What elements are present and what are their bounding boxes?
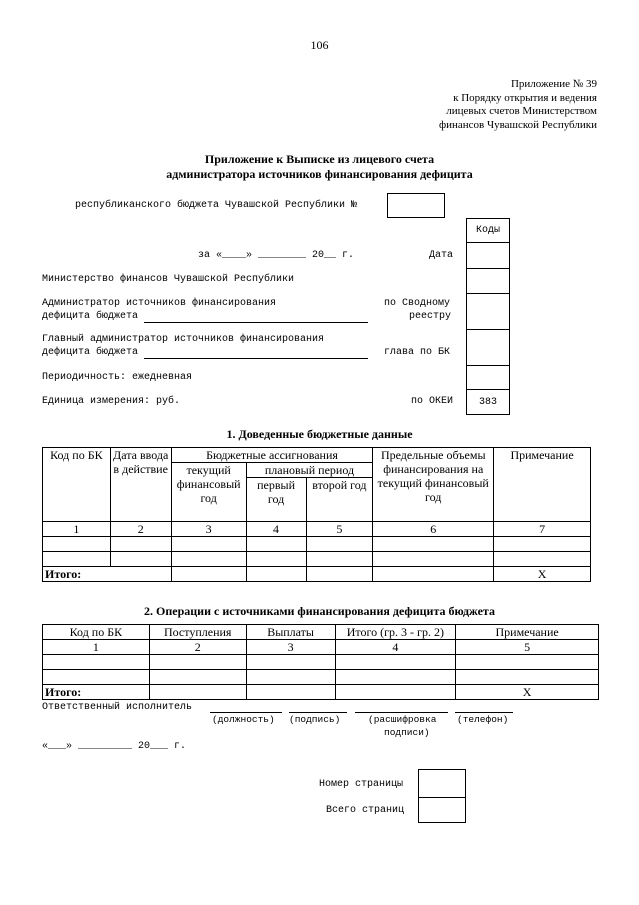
appendix-line-4: финансов Чувашской Республики: [438, 118, 597, 131]
budget-data-table: [42, 447, 591, 582]
unit: Единица измерения: руб.: [42, 396, 181, 407]
total-label: Итого:: [43, 567, 172, 582]
section2-title: 2. Операции с источниками финансирования дефицита бюджета: [144, 604, 495, 618]
appendix-line-2: к Порядку открытия и ведения: [453, 91, 597, 104]
okei-code: 383: [478, 397, 497, 408]
h-first-year: первый год: [246, 478, 306, 522]
glava-label: глава по БК: [384, 347, 451, 358]
num-cell: 5: [456, 640, 599, 655]
position-caption: (должность): [212, 714, 275, 725]
decode-caption-2: подписи): [384, 727, 430, 738]
phone-caption: (телефон): [457, 714, 509, 725]
codes-header: Коды: [475, 225, 500, 236]
num-cell: 7: [494, 522, 591, 537]
table-row: [43, 655, 599, 670]
periodicity: Периодичность: ежедневная: [42, 372, 193, 383]
op-h-payments: Выплаты: [246, 625, 335, 640]
h-current-year: текущий финансовый год: [171, 463, 246, 522]
budget-line: республиканского бюджета Чувашской Республики №: [75, 200, 358, 211]
h-code: Код по БК: [43, 448, 111, 522]
h-date: Дата ввода в действие: [110, 448, 171, 522]
op-total-label: Итого:: [43, 685, 150, 700]
table-row: [43, 670, 599, 685]
page-number-label: Номер страницы: [319, 779, 404, 790]
title-line-2: администратора источников финансирования дефицита: [166, 167, 473, 181]
responsible-label: Ответственный исполнитель: [42, 702, 193, 713]
operations-table: [42, 624, 599, 700]
op-h-note: Примечание: [456, 625, 599, 640]
num-cell: 2: [110, 522, 171, 537]
administrator-line-2: дефицита бюджета: [42, 311, 368, 323]
num-cell: 2: [149, 640, 246, 655]
num-cell: 3: [171, 522, 246, 537]
num-cell: 4: [246, 522, 306, 537]
appendix-line-1: Приложение № 39: [510, 78, 597, 90]
chief-admin-line-1: Главный администратор источников финансирования: [42, 334, 325, 345]
appendix-note: [439, 78, 597, 132]
sign-caption: (подпись): [289, 714, 341, 725]
ministry: Министерство финансов Чувашской Республики: [42, 274, 295, 285]
num-cell: 1: [43, 522, 111, 537]
num-cell: 3: [246, 640, 335, 655]
num-cell: 4: [335, 640, 456, 655]
section1-title: 1. Доведенные бюджетные данные: [226, 427, 413, 441]
h-note: Примечание: [494, 448, 591, 522]
h-allocations: Бюджетные ассигнования: [171, 448, 373, 463]
administrator-line-1: Администратор источников финансирования: [42, 298, 277, 309]
op-h-total: Итого (гр. 3 - гр. 2): [335, 625, 456, 640]
h-second-year: второй год: [306, 478, 373, 522]
h-limits: Предельные объемы финансирования на текущий финансовый год: [373, 448, 494, 522]
total-x: Х: [494, 567, 591, 582]
decode-caption-1: (расшифровка: [368, 714, 437, 725]
total-pages-box: [418, 797, 466, 823]
table-row: [43, 537, 591, 552]
date-label: Дата: [429, 250, 454, 261]
table-row: [43, 552, 591, 567]
num-cell: 5: [306, 522, 373, 537]
op-total-x: Х: [456, 685, 599, 700]
op-h-code: Код по БК: [43, 625, 150, 640]
title-line-1: Приложение к Выписке из лицевого счета: [204, 152, 435, 166]
h-planned-period: плановый период: [246, 463, 373, 478]
svodny-label: по Сводному: [384, 298, 451, 309]
page-number: 106: [310, 38, 329, 52]
okei-label: по ОКЕИ: [411, 396, 454, 407]
account-number-box: [387, 193, 445, 218]
document-title: [0, 152, 639, 182]
page-number-box: [418, 769, 466, 798]
date-line: за «____» ________ 20__ г.: [198, 250, 355, 261]
num-cell: 6: [373, 522, 494, 537]
appendix-line-3: лицевых счетов Министерством: [446, 105, 597, 117]
codes-column: [466, 218, 510, 415]
reestr-label: реестру: [409, 311, 452, 322]
total-pages-label: Всего страниц: [326, 805, 405, 816]
num-cell: 1: [43, 640, 150, 655]
chief-admin-line-2: дефицита бюджета: [42, 347, 368, 359]
signature-date: «___» _________ 20___ г.: [42, 741, 187, 752]
op-h-receipts: Поступления: [149, 625, 246, 640]
